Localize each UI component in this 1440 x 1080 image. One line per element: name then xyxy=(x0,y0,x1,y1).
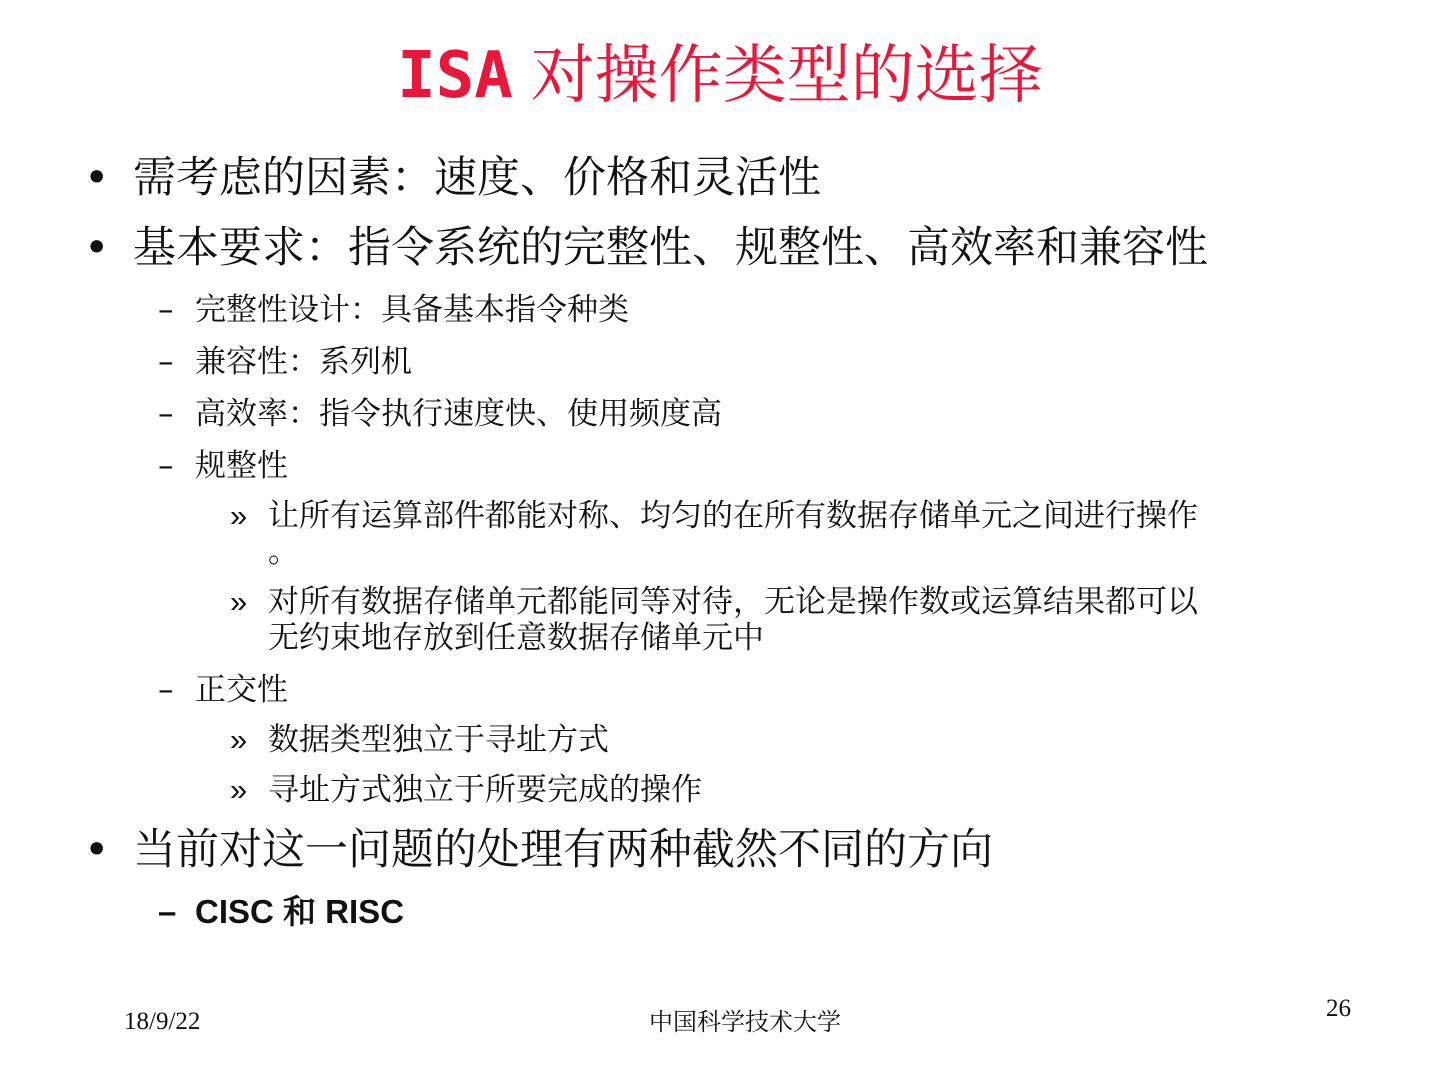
raquo-marker: » xyxy=(230,722,248,757)
subitem-compatibility xyxy=(0,342,1440,382)
bullet-requirements xyxy=(0,220,1440,276)
point-text-line: 无约束地存放到任意数据存储单元中 xyxy=(268,620,764,656)
subitem-text: 完整性设计：具备基本指令种类 xyxy=(195,292,629,328)
point-text-line: 让所有运算部件都能对称、均匀的在所有数据存储单元之间进行操作 xyxy=(268,498,1198,534)
subitem-efficiency xyxy=(0,394,1440,434)
subitem-text: 正交性 xyxy=(195,672,288,708)
footer-organization: 中国科学技术大学 xyxy=(649,1008,841,1036)
point-text-line: 。 xyxy=(268,534,299,570)
bullet-marker: • xyxy=(84,825,110,875)
orthogonality-point-datatype xyxy=(0,722,1440,758)
raquo-marker: » xyxy=(230,772,248,807)
bullet-marker: • xyxy=(84,223,110,273)
raquo-marker: » xyxy=(230,498,248,533)
slide-title xyxy=(0,36,1440,116)
bullet-marker: • xyxy=(84,153,110,203)
regularity-point-symmetric xyxy=(0,498,1440,570)
subitem-text: 规整性 xyxy=(195,448,288,484)
point-text-line: 数据类型独立于寻址方式 xyxy=(268,722,609,758)
dash-marker: – xyxy=(158,396,174,432)
dash-marker: – xyxy=(158,893,177,930)
point-text-line: 对所有数据存储单元都能同等对待，无论是操作数或运算结果都可以 xyxy=(268,584,1198,620)
subitem-text: CISC 和 RISC xyxy=(195,893,405,930)
dash-marker: – xyxy=(158,344,174,380)
slide-title-prefix: ISA xyxy=(397,39,513,113)
bullet-factors xyxy=(0,150,1440,206)
subitem-text: 高效率：指令执行速度快、使用频度高 xyxy=(195,396,722,432)
dash-marker: – xyxy=(158,292,174,328)
bullet-directions xyxy=(0,822,1440,878)
subitem-text: 兼容性：系列机 xyxy=(195,344,412,380)
point-text-line: 寻址方式独立于所要完成的操作 xyxy=(268,772,702,808)
subitem-cisc-risc xyxy=(0,892,1440,932)
orthogonality-point-addressing xyxy=(0,772,1440,808)
bullet-text: 当前对这一问题的处理有两种截然不同的方向 xyxy=(133,825,993,875)
bullet-text: 基本要求：指令系统的完整性、规整性、高效率和兼容性 xyxy=(133,223,1208,273)
subitem-regularity xyxy=(0,446,1440,486)
subitem-orthogonality xyxy=(0,670,1440,710)
subitem-completeness xyxy=(0,290,1440,330)
bullet-text: 需考虑的因素：速度、价格和灵活性 xyxy=(133,153,821,203)
dash-marker: – xyxy=(158,448,174,484)
footer-date: 18/9/22 xyxy=(124,1008,201,1035)
slide-body xyxy=(0,150,1440,944)
slide-title-text: 对操作类型的选择 xyxy=(530,39,1043,113)
dash-marker: – xyxy=(158,672,174,708)
page-number: 26 xyxy=(1326,995,1351,1022)
regularity-point-equal xyxy=(0,584,1440,656)
raquo-marker: » xyxy=(230,584,248,619)
